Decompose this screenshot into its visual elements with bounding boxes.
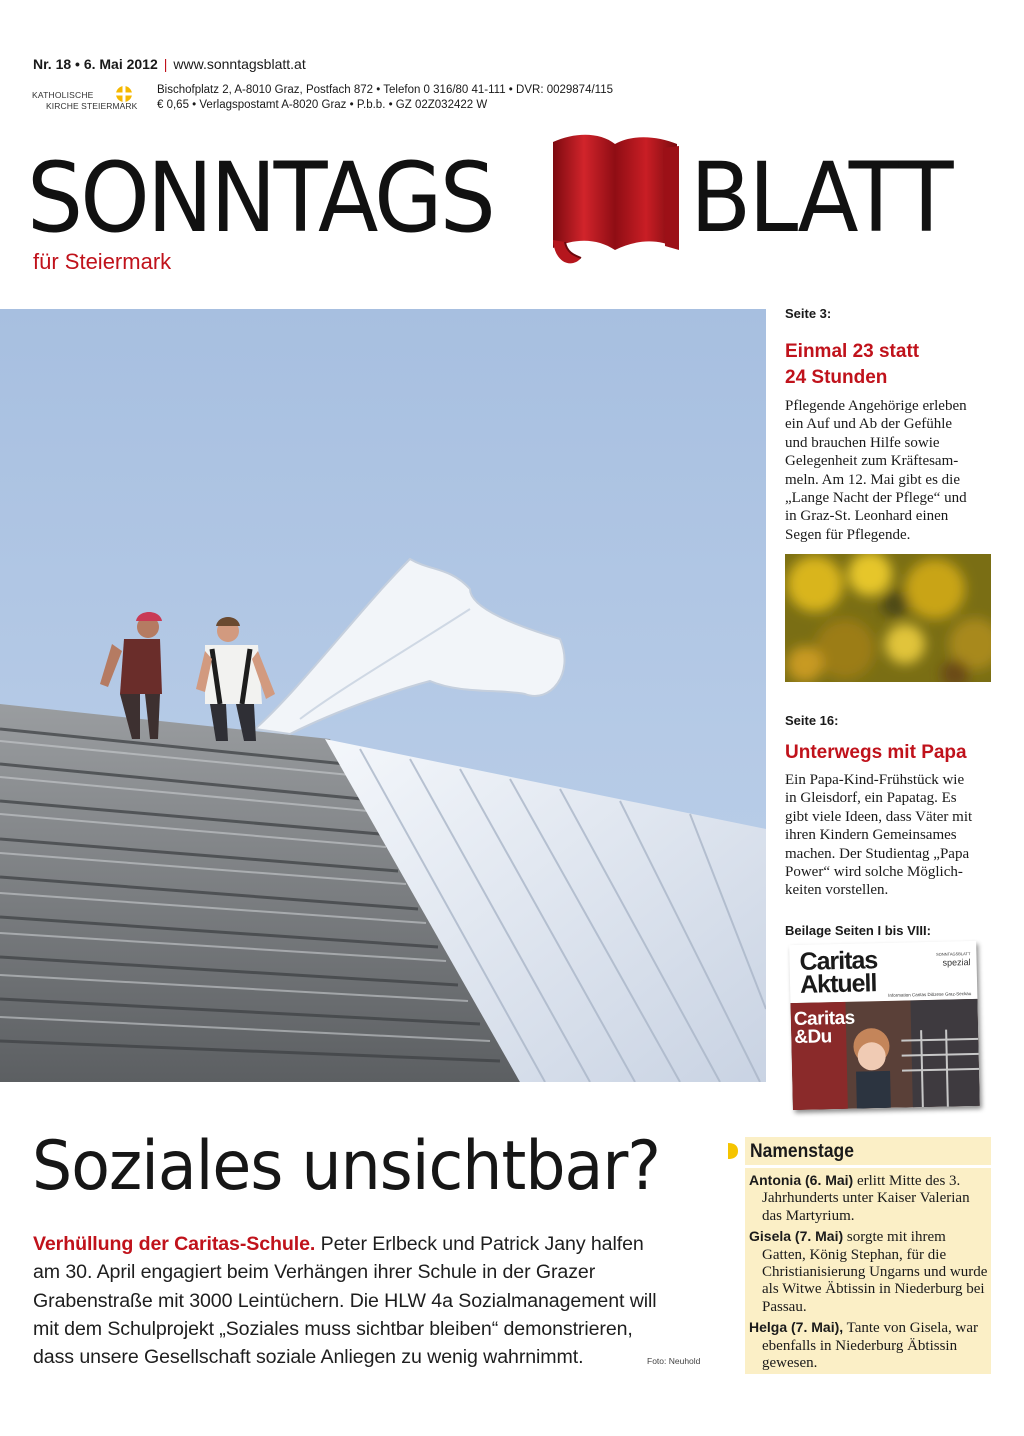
story-2-text-line: ihren Kindern Gemeinsames — [785, 827, 957, 844]
logo-line-2: KIRCHE STEIERMARK — [46, 101, 138, 111]
masthead-title-right: BLATT — [690, 142, 951, 254]
story-1-text-line: in Graz-St. Leonhard einen — [785, 508, 949, 525]
nameday-entry — [749, 1319, 989, 1372]
nameday-name: Helga (7. Mai), — [749, 1319, 844, 1336]
hero-photo — [0, 309, 766, 1082]
story-2-page-ref: Seite 16: — [785, 713, 839, 728]
nameday-text: erlitt Mitte des 3. Jahrhunderts unter Kaiser Valerian das Martyrium. — [762, 1173, 970, 1224]
story-2-text-line: machen. Der Studientag „Papa — [785, 845, 970, 862]
cover-badge-line-2: spezial — [942, 957, 971, 968]
sidebar-story-2 — [785, 713, 995, 900]
nameday-entry — [749, 1172, 989, 1225]
namedays-divider — [745, 1165, 991, 1168]
autumn-leaves-photo — [785, 554, 991, 682]
publisher-address — [157, 83, 613, 113]
masthead-subtitle: für Steiermark — [33, 249, 172, 274]
address-line-1: Bischofplatz 2, A-8010 Graz, Postfach 872 • Telefon 0 316/80 41-111 • DVR: 0029874/115 — [157, 84, 614, 96]
cover-title — [799, 946, 878, 999]
cover-caption — [793, 1007, 856, 1049]
cover-badge — [936, 949, 971, 968]
lead-paragraph — [33, 1230, 713, 1371]
lead-line-1: Peter Erlbeck und Patrick Jany halfen — [315, 1233, 644, 1255]
story-1-text-line: „Lange Nacht der Pflege“ und — [785, 490, 967, 507]
address-line-2: € 0,65 • Verlagspostamt A-8020 Graz • P.b.b. • GZ 02Z032422 W — [157, 99, 488, 111]
nameday-text: Tante von Gisela, war ebenfalls in Niederburg Äbtissin gewesen. — [762, 1320, 979, 1372]
sidebar-story-1 — [785, 306, 995, 544]
nameday-name: Antonia (6. Mai) — [749, 1172, 854, 1188]
supplement-page-ref: Beilage Seiten I bis VIII: — [785, 923, 931, 938]
story-1-text-line: Gelegenheit zum Kräftesam- — [785, 453, 959, 470]
story-1-text — [785, 397, 995, 544]
website-link[interactable]: www.sonntagsblatt.at — [173, 56, 306, 72]
story-1-text-line: ein Auf und Ab der Gefühle — [785, 416, 953, 433]
main-headline: Soziales unsichtbar? — [32, 1127, 661, 1206]
namedays-marker-icon — [728, 1143, 738, 1159]
cover-title-line-2: Aktuell — [799, 969, 877, 999]
issue-number-date: Nr. 18 • 6. Mai 2012 — [33, 56, 158, 72]
story-1-headline-line-1: Einmal 23 statt — [785, 341, 920, 362]
nameday-entry — [749, 1228, 989, 1316]
story-1-text-line: Pflegende Angehörige erleben — [785, 398, 967, 414]
story-1-headline-line-2: 24 Stunden — [785, 367, 888, 388]
cover-info: Information Caritas Diözese Graz-Seckau — [888, 991, 972, 998]
photo-credit: Foto: Neuhold — [647, 1356, 701, 1366]
story-1-text-line: meln. Am 12. Mai gibt es die — [785, 471, 960, 488]
story-2-text-line: in Gleisdorf, ein Papatag. Es — [785, 790, 957, 807]
red-banner-logo-icon — [545, 130, 685, 270]
lead-line-2: am 30. April engagiert beim Verhängen ihrer Schule in der Grazer — [33, 1261, 596, 1284]
nameday-text: sorgte mit ihrem Gatten, König Stephan, für die Christianisierung Ungarns und wurde als Witwe Äbtissin in Niederburg bei Passau. — [762, 1229, 988, 1315]
story-2-headline[interactable]: Unterwegs mit Papa — [785, 742, 967, 763]
story-2-text-line: Ein Papa-Kind-Frühstück wie — [785, 772, 965, 788]
story-1-text-line: Segen für Pflegende. — [785, 526, 911, 543]
cover-caption-line-2: &Du — [794, 1026, 833, 1049]
lead-highlight: Verhüllung der Caritas-Schule. — [33, 1233, 316, 1255]
katholische-kirche-logo — [32, 84, 154, 112]
story-1-page-ref: Seite 3: — [785, 306, 832, 321]
lead-line-3: Grabenstraße mit 3000 Leintüchern. Die HLW 4a Sozialmanagement will — [33, 1289, 657, 1312]
story-2-text — [785, 771, 995, 900]
namedays-title: Namenstage — [750, 1141, 854, 1162]
cover-title-line-1: Caritas — [799, 946, 878, 976]
lead-line-4: mit dem Schulprojekt „Soziales muss sichtbar bleiben“ demonstrieren, — [33, 1317, 633, 1340]
cover-badge-line-1: SONNTAGSBLATT — [936, 951, 971, 957]
cover-caption-line-1: Caritas — [793, 1007, 855, 1031]
story-1-headline[interactable] — [785, 339, 995, 391]
namedays-box — [745, 1137, 991, 1374]
story-2-text-line: keiten vorstellen. — [785, 882, 889, 899]
blurred-leaves-illustration — [785, 554, 991, 682]
story-2-text-line: Power“ wird solche Möglich- — [785, 864, 963, 881]
roof-covering-illustration — [0, 309, 766, 1082]
nameday-name: Gisela (7. Mai) — [749, 1228, 844, 1245]
caritas-supplement-cover[interactable] — [789, 941, 980, 1110]
issue-line — [33, 56, 306, 72]
story-1-text-line: und brauchen Hilfe sowie — [785, 434, 940, 451]
logo-line-1: KATHOLISCHE — [32, 90, 94, 100]
story-2-text-line: gibt viele Ideen, dass Väter mit — [785, 808, 973, 825]
masthead-title-left: SONNTAGS — [27, 142, 494, 254]
lead-line-5: dass unsere Gesellschaft soziale Anliegen zu wenig wahrnimmt. — [33, 1346, 584, 1369]
namedays-list — [749, 1172, 989, 1375]
separator: | — [163, 56, 168, 72]
